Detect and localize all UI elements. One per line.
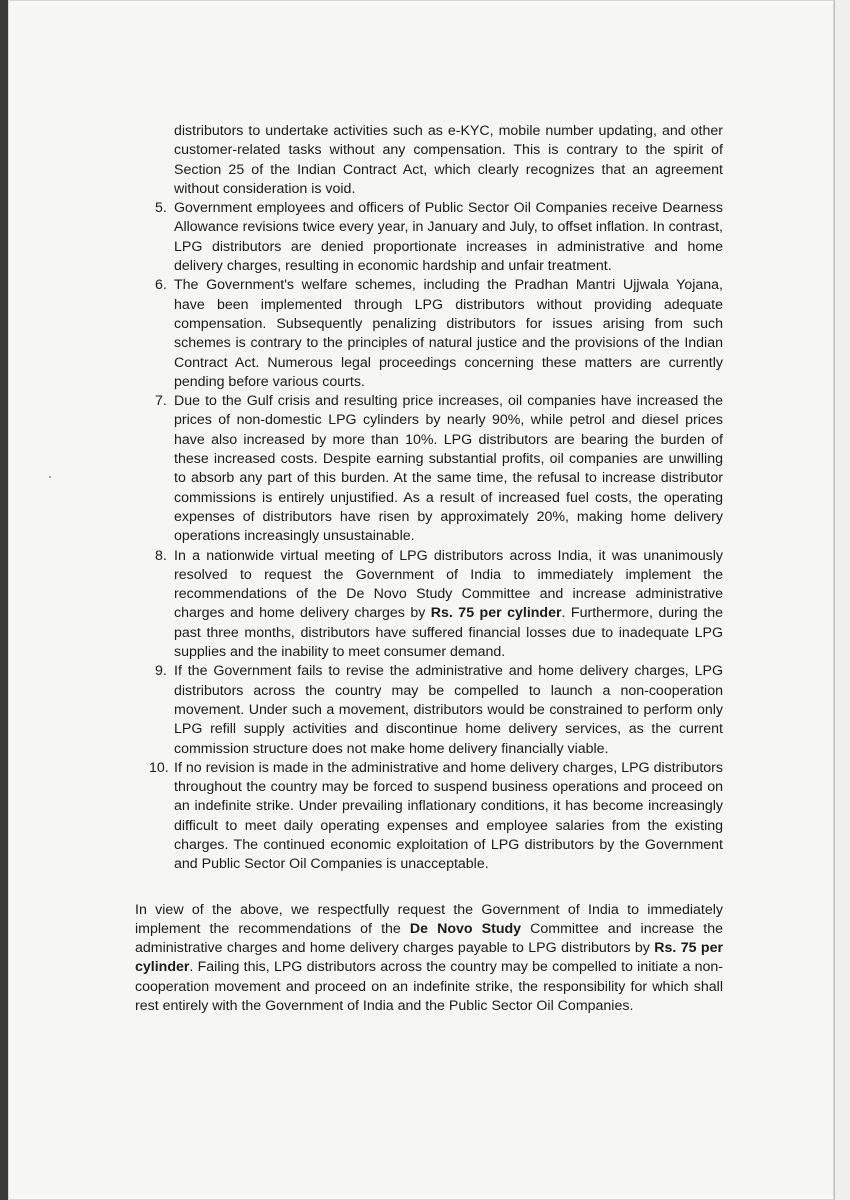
point-9: [127, 662, 723, 758]
point-6: [127, 276, 723, 392]
point-text-start: In a nationwide virtual meeting of LPG distributors across India, it was unanimously resolved to request the Government of India to immediately implement the recommendations of the De Novo Study Committee and increase administrative charges and home delivery charges by: [174, 547, 723, 622]
point-8: [127, 547, 723, 663]
point-text: If no revision is made in the administrative and home delivery charges, LPG distributors throughout the country may be forced to suspend business operations and proceed on an indefinite strike. Under prevailing inflationary conditions, it has become increasingly difficult to meet daily operating expenses and employee salaries from the existing charges. The continued economic exploitation of LPG distributors by the Government and Public Sector Oil Companies is unacceptable.: [174, 759, 723, 873]
point-text: The Government's welfare schemes, including the Pradhan Mantri Ujjwala Yojana, have been implemented through LPG distributors without providing adequate compensation. Subsequently penalizing distributors for issues arising from such schemes is contrary to the principles of natural justice and the provisions of the Indian Contract Act. Numerous legal proceedings concerning these matters are currently pending before various courts.: [174, 277, 723, 390]
point-text-end: . Furthermore, during the past three months, distributors have suffered financial losses due to inadequate LPG supplies and the inability to meet consumer demand.: [174, 605, 724, 661]
point-7: [127, 392, 723, 546]
point-number: 6.: [155, 277, 167, 294]
continued-paragraph: distributors to undertake activities such as e-KYC, mobile number updating, and other customer-related tasks without any compensation. This is contrary to the spirit of Section 25 of the Indian Contract Act, which clearly recognizes that an agreement without consideration is void.: [174, 123, 723, 197]
numbered-points: [127, 199, 723, 874]
amount-emphasis: Rs. 75 per cylinder: [135, 940, 723, 976]
point-5: [127, 199, 723, 276]
page-speck: [49, 476, 51, 478]
point-number: 8.: [155, 547, 167, 564]
point-number: 9.: [155, 663, 167, 680]
point-text: Due to the Gulf crisis and resulting price increases, oil companies have increased the prices of non-domestic LPG cylinders by nearly 90%, while petrol and diesel prices have also increased by more than 10%. LPG distributors are bearing the burden of these increased costs. Despite earning substantial profits, oil companies are unwilling to absorb any part of this burden. At the same time, the refusal to increase distributor commissions is entirely unjustified. As a result of increased fuel costs, the operating expenses of distributors have risen by approximately 20%, making home delivery operations increasingly unsustainable.: [174, 393, 723, 545]
point-10: [127, 759, 723, 875]
amount-emphasis: Rs. 75 per cylinder: [430, 605, 562, 622]
point-number: 7.: [155, 393, 167, 410]
point-text: If the Government fails to revise the administrative and home delivery charges, LPG distributors across the country may be compelled to launch a non-cooperation movement. Under such a movement, distributors would be constrained to perform only LPG refill supply activities and discontinue home delivery services, as the current commission structure does not make home delivery financially viable.: [174, 663, 723, 757]
closing-text-1: In view of the above, we respectfully request the Government of India to immediately implement the recommendations of the: [135, 901, 723, 937]
closing-paragraph: [135, 901, 723, 1017]
point-text: [174, 548, 723, 660]
point-number: 10.: [149, 759, 169, 776]
document-page: [8, 0, 834, 1200]
page-edge: [834, 0, 850, 1200]
point-text: Government employees and officers of Public Sector Oil Companies receive Dearness Allowance revisions twice every year, in January and July, to offset inflation. In contrast, LPG distributors are denied proportionate increases in administrative and home delivery charges, resulting in economic hardship and unfair treatment.: [174, 200, 723, 275]
letter-body: [127, 122, 723, 1016]
closing-text-2: Committee and increase the administrative charges and home delivery charges payable to LPG distributors by: [135, 920, 723, 957]
point-number: 5.: [155, 200, 167, 217]
closing-text-3: . Failing this, LPG distributors across the country may be compelled to initiate a non-cooperation movement and proceed on an indefinite strike, the responsibility for which shall rest entirely with the Government of India and the Public Sector Oil Companies.: [135, 959, 723, 1015]
committee-emphasis: De Novo Study: [409, 920, 522, 937]
